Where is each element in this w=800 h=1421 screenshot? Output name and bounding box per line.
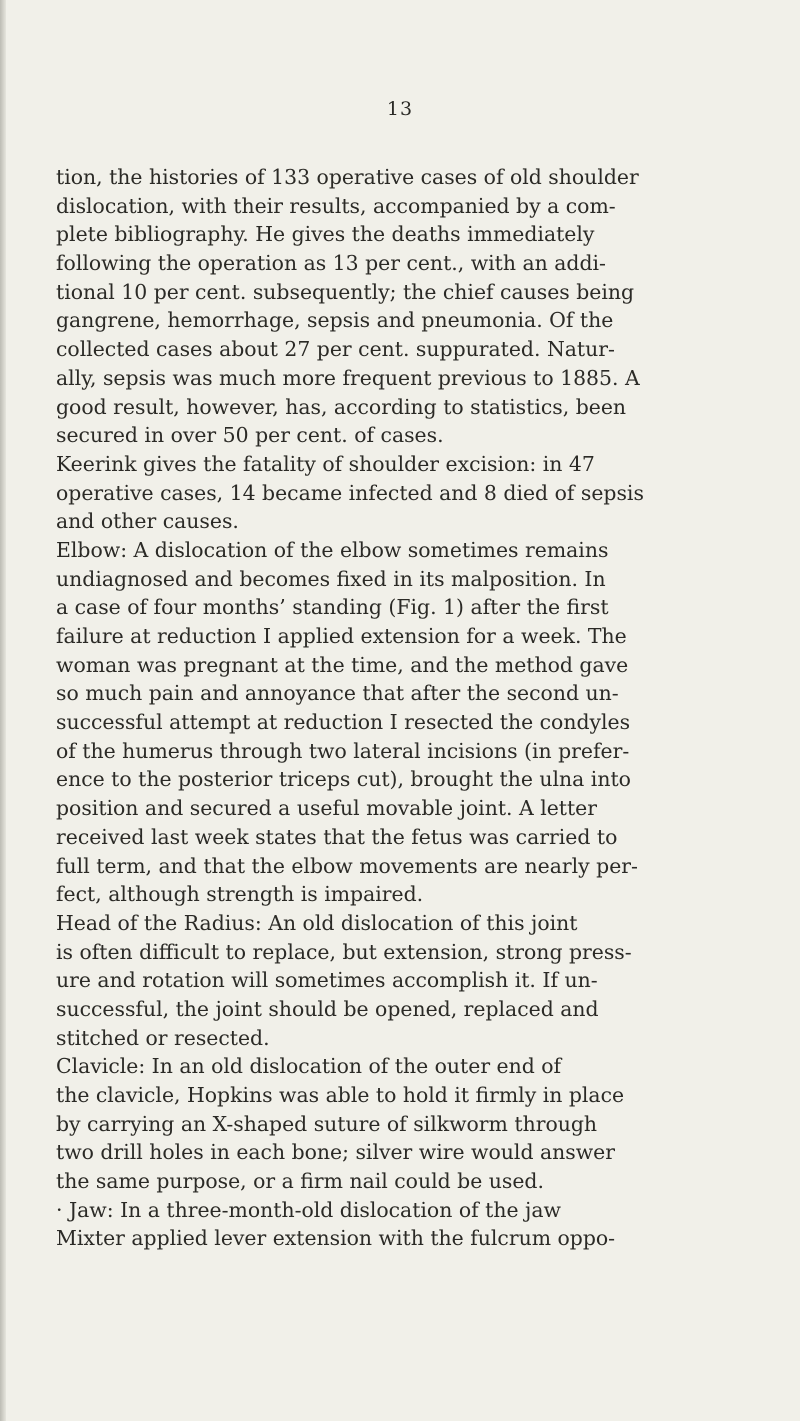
text-line: Head of the Radius: An old dislocation of this joint <box>56 910 578 935</box>
text-line: secured in over 50 per cent. of cases. <box>56 423 444 448</box>
text-line: is often difficult to replace, but extension, strong press- <box>56 939 632 964</box>
text-line: the same purpose, or a firm nail could be used. <box>56 1169 544 1194</box>
text-line: Keerink gives the fatality of shoulder excision: in 47 <box>56 451 595 476</box>
text-line: woman was pregnant at the time, and the method gave <box>56 652 629 677</box>
text-line: ure and rotation will sometimes accomplish it. If un- <box>56 968 598 993</box>
text-line: the clavicle, Hopkins was able to hold it firmly in place <box>56 1083 625 1107</box>
text-line: Elbow: A dislocation of the elbow sometimes remains <box>56 537 609 562</box>
page-number: 13 <box>386 98 414 120</box>
text-line: fect, although strength is impaired. <box>56 882 424 907</box>
text-line: dislocation, with their results, accompanied by a com- <box>56 193 616 218</box>
text-line: · Jaw: In a three-month-old dislocation of the jaw <box>56 1197 561 1222</box>
text-line: undiagnosed and becomes fixed in its malposition. In <box>56 566 606 591</box>
text-line: operative cases, 14 became infected and 8 died of sepsis <box>56 480 644 505</box>
text-line: full term, and that the elbow movements are nearly per- <box>56 853 638 878</box>
text-line: so much pain and annoyance that after the second un- <box>56 681 619 706</box>
text-line: and other causes. <box>56 509 239 534</box>
text-line: gangrene, hemorrhage, sepsis and pneumonia. Of the <box>56 308 614 333</box>
text-line: stitched or resected. <box>56 1025 270 1050</box>
text-line: Clavicle: In an old dislocation of the outer end of <box>56 1054 562 1079</box>
text-line: collected cases about 27 per cent. suppurated. Natur- <box>56 337 615 362</box>
text-line: successful attempt at reduction I resected the condyles <box>56 710 631 735</box>
text-line: plete bibliography. He gives the deaths immediately <box>56 222 595 247</box>
text-line: received last week states that the fetus was carried to <box>56 824 618 849</box>
text-line: tion, the histories of 133 operative cases of old shoulder <box>56 165 639 189</box>
text-line: of the humerus through two lateral incisions (in prefer- <box>56 738 630 763</box>
text-line: ence to the posterior triceps cut), brought the ulna into <box>56 767 631 792</box>
text-line: a case of four months’ standing (Fig. 1) after the first <box>56 595 609 620</box>
text-line: successful, the joint should be opened, replaced and <box>56 996 599 1021</box>
text-line: failure at reduction I applied extension for a week. The <box>56 624 627 648</box>
text-line: good result, however, has, according to statistics, been <box>56 394 627 419</box>
text-line: two drill holes in each bone; silver wire would answer <box>56 1140 616 1165</box>
text-line: by carrying an X-shaped suture of silkworm through <box>56 1111 598 1136</box>
text-line: position and secured a useful movable joint. A letter <box>56 796 597 821</box>
page-body <box>56 163 776 1253</box>
text-line: tional 10 per cent. subsequently; the chief causes being <box>56 279 635 304</box>
text-line: following the operation as 13 per cent., with an addi- <box>56 251 606 276</box>
text-line: Mixter applied lever extension with the fulcrum oppo- <box>56 1226 616 1251</box>
text-line: ally, sepsis was much more frequent previous to 1885. A <box>56 365 640 390</box>
page-binding-edge <box>0 0 6 1421</box>
